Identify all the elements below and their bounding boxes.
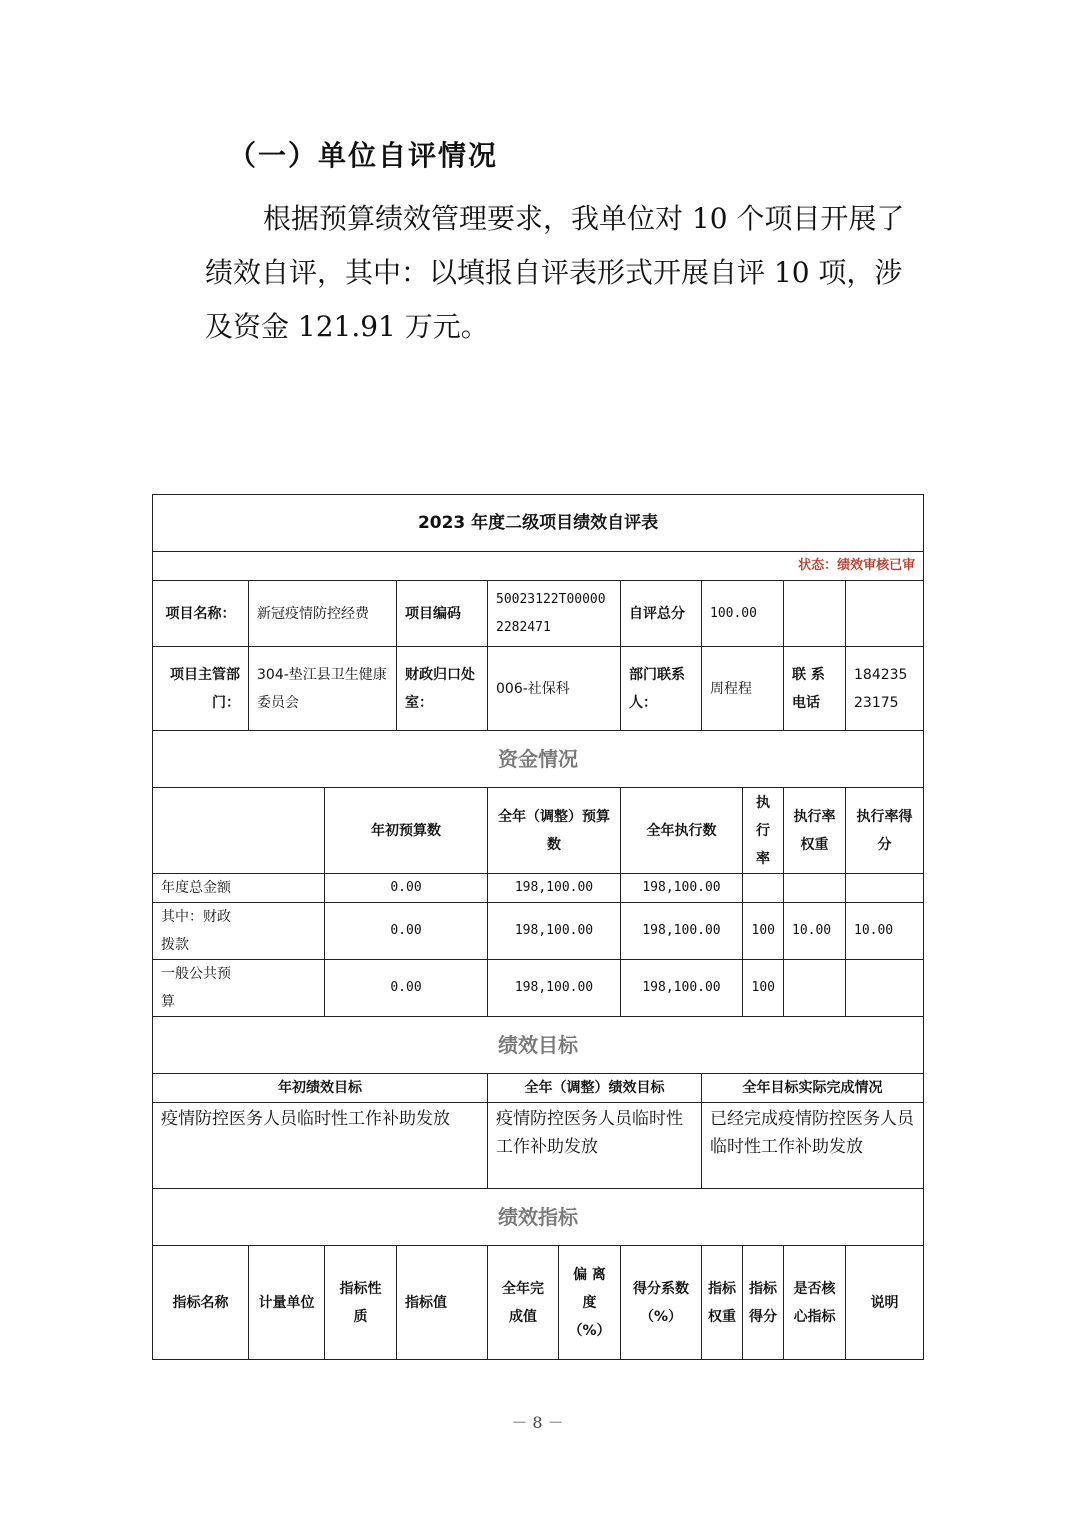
funds-header: 执行率 [743,788,784,874]
funds-row-label-text: 一般公共预算 [161,966,231,1010]
empty-cell [846,581,924,647]
paragraph-line: 及资金 121.91 万元。 [205,310,489,343]
indicator-header: 说明 [846,1246,924,1360]
funds-executed: 198,100.00 [621,874,743,903]
funds-adjusted: 198,100.00 [488,874,621,903]
score-value: 100.00 [702,581,784,647]
funds-rate: 100 [743,960,784,1017]
contact-label: 部门联系人： [621,647,702,731]
page-number: － 8 － [511,1413,564,1432]
funds-section-title: 资金情况 [153,731,924,788]
funds-header: 执行率得分 [846,788,924,874]
funds-executed: 198,100.00 [621,960,743,1017]
funds-initial: 0.00 [325,960,488,1017]
evaluation-table [152,494,924,1360]
indicator-header: 偏 离 度（%） [559,1246,621,1360]
funds-row-label: 年度总金额 [153,874,325,903]
empty-cell [153,788,325,874]
funds-weight [784,874,846,903]
finance-office-label: 财政归口处室： [397,647,488,731]
indicator-header: 是否核心指标 [784,1246,846,1360]
funds-weight: 10.00 [784,903,846,960]
dept-label: 项目主管部门： [153,647,249,731]
table-row [153,874,924,903]
goal-initial: 疫情防控医务人员临时性工作补助发放 [153,1103,488,1189]
goal-actual: 已经完成疫情防控医务人员临时性工作补助发放 [702,1103,924,1189]
indicator-header: 指标权重 [702,1246,743,1360]
funds-row-label [153,960,325,1017]
funds-rate: 100 [743,903,784,960]
funds-executed: 198,100.00 [621,903,743,960]
funds-weight [784,960,846,1017]
paragraph-line: 绩效自评，其中：以填报自评表形式开展自评 10 项，涉 [205,256,903,289]
funds-row-label [153,903,325,960]
contact-value: 周程程 [702,647,784,731]
summary-paragraph [205,192,917,354]
indicator-header: 指标得分 [743,1246,784,1360]
funds-score [846,874,924,903]
paragraph-line: 根据预算绩效管理要求，我单位对 10 个项目开展了 [263,202,905,235]
indicator-header: 指标值 [397,1246,488,1360]
indicator-header: 得分系数（%） [621,1246,702,1360]
funds-score [846,960,924,1017]
project-code-value: 50023122T000002282471 [488,581,621,647]
project-name-value: 新冠疫情防控经费 [249,581,397,647]
goal-adjusted: 疫情防控医务人员临时性工作补助发放 [488,1103,702,1189]
indicator-header: 指标名称 [153,1246,249,1360]
dept-value: 304-垫江县卫生健康委员会 [249,647,397,731]
phone-value: 18423523175 [846,647,924,731]
funds-rate [743,874,784,903]
goals-header: 年初绩效目标 [153,1074,488,1103]
table-title: 2023 年度二级项目绩效自评表 [153,495,924,552]
table-row [153,903,924,960]
goals-section-title: 绩效目标 [153,1017,924,1074]
table-row [153,960,924,1017]
funds-header: 执行率权重 [784,788,846,874]
status-badge: 状态：绩效审核已审 [153,552,924,581]
funds-header: 全年执行数 [621,788,743,874]
funds-adjusted: 198,100.00 [488,903,621,960]
funds-initial: 0.00 [325,903,488,960]
score-label: 自评总分 [621,581,702,647]
indicator-header: 指标性质 [325,1246,397,1360]
funds-score: 10.00 [846,903,924,960]
funds-header: 年初预算数 [325,788,488,874]
indicators-section-title: 绩效指标 [153,1189,924,1246]
project-code-label: 项目编码 [397,581,488,647]
indicator-header: 计量单位 [249,1246,325,1360]
finance-office-value: 006-社保科 [488,647,621,731]
section-heading: （一）单位自评情况 [228,139,499,172]
goals-header: 全年目标实际完成情况 [702,1074,924,1103]
phone-label: 联 系 电话 [784,647,846,731]
funds-row-label-text: 其中：财政拨款 [161,909,231,953]
funds-initial: 0.00 [325,874,488,903]
funds-adjusted: 198,100.00 [488,960,621,1017]
project-name-label: 项目名称： [153,581,249,647]
funds-header: 全年（调整）预算数 [488,788,621,874]
goals-header: 全年（调整）绩效目标 [488,1074,702,1103]
empty-cell [784,581,846,647]
indicator-header: 全年完成值 [488,1246,559,1360]
